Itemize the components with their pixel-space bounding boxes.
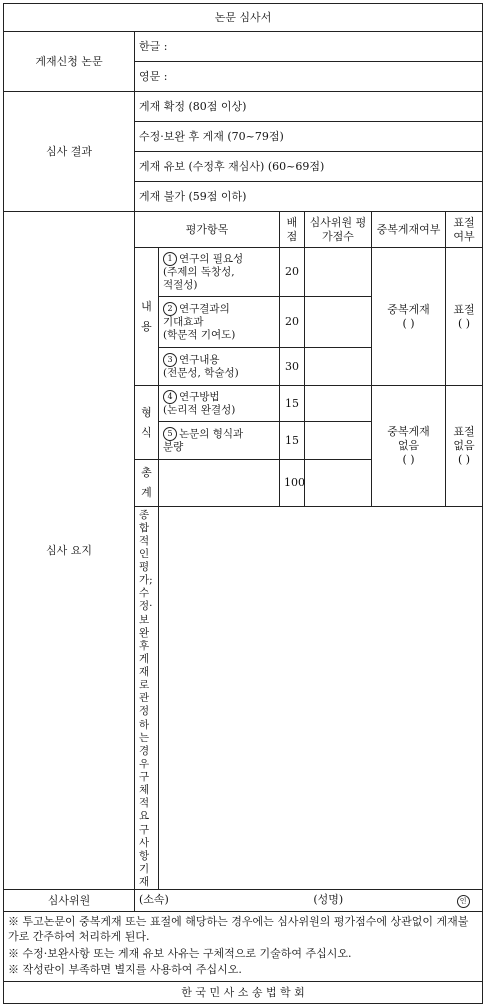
- plagiarism-no-cell[interactable]: [446, 386, 483, 507]
- plagiarism-yes-label: 표절: [453, 302, 475, 316]
- duplicate-no-cell[interactable]: [372, 386, 446, 507]
- points-4: 15: [280, 386, 305, 422]
- header-points: 배점: [280, 212, 305, 248]
- points-5: 15: [280, 422, 305, 460]
- circled-number-3: 3: [163, 353, 177, 367]
- seal-mark: 인: [457, 895, 470, 908]
- paper-label: 게재신청 논문: [4, 32, 135, 92]
- review-table: [3, 3, 483, 1004]
- score-input-2[interactable]: [305, 297, 372, 348]
- plagiarism-yes-paren: ( ): [457, 316, 471, 330]
- score-input-5[interactable]: [305, 422, 372, 460]
- result-option-revise[interactable]: 수정·보완 후 게재 (70~79점): [135, 122, 483, 152]
- review-form: [3, 3, 482, 999]
- note-3: ※ 작성란이 부족하면 별지를 사용하여 주십시오.: [8, 963, 242, 977]
- plagiarism-yes-cell[interactable]: [446, 248, 483, 386]
- plagiarism-no-paren: ( ): [457, 452, 471, 466]
- group-form: 형 식: [135, 386, 159, 460]
- duplicate-yes-label: 중복게재: [387, 302, 430, 316]
- plagiarism-no-label-1: 표절: [453, 425, 475, 439]
- plagiarism-no-label-2: 없음: [453, 438, 475, 452]
- circled-number-5: 5: [163, 427, 177, 441]
- points-3: 30: [280, 348, 305, 386]
- score-input-3[interactable]: [305, 348, 372, 386]
- duplicate-yes-cell[interactable]: [372, 248, 446, 386]
- total-score-input[interactable]: [305, 460, 372, 507]
- eval-item-5: 5 논문의 형식과 분량: [159, 422, 280, 460]
- total-points: 100: [280, 460, 305, 507]
- header-plagiarism: 표절여부: [446, 212, 483, 248]
- duplicate-no-label-1: 중복게재: [387, 425, 430, 439]
- total-blank: [159, 460, 280, 507]
- points-1: 20: [280, 248, 305, 297]
- eval-item-3: 3 연구내용 (전문성, 학술성): [159, 348, 280, 386]
- eval-item-2: 2 연구결과의 기대효과 (학문적 기여도): [159, 297, 280, 348]
- circled-number-2: 2: [163, 302, 177, 316]
- total-label: 총 계: [135, 460, 159, 507]
- paper-english-field[interactable]: 영문 :: [135, 62, 483, 92]
- footer-org: 한 국 민 사 소 송 법 학 회: [4, 982, 483, 1004]
- eval-item-1: 1 연구의 필요성 (주제의 독창성, 적절성): [159, 248, 280, 297]
- notes-section: [4, 912, 483, 982]
- result-option-accept[interactable]: 게재 확정 (80점 이상): [135, 92, 483, 122]
- result-option-reject[interactable]: 게재 불가 (59점 이하): [135, 182, 483, 212]
- points-2: 20: [280, 297, 305, 348]
- group-content: 내 용: [135, 248, 159, 386]
- eval-item-4: 4 연구방법 (논리적 완결성): [159, 386, 280, 422]
- score-input-4[interactable]: [305, 386, 372, 422]
- reviewer-field[interactable]: [135, 890, 483, 912]
- note-2: ※ 수정·보완사항 또는 게재 유보 사유는 구체적으로 기술하여 주십시오.: [8, 946, 352, 960]
- reviewer-affiliation: (소속): [139, 893, 169, 907]
- duplicate-yes-paren: ( ): [402, 316, 415, 330]
- result-label: 심사 결과: [4, 92, 135, 212]
- reviewer-label: 심사위원: [4, 890, 135, 912]
- duplicate-no-paren: ( ): [402, 452, 415, 466]
- header-duplicate: 중복게재여부: [372, 212, 446, 248]
- score-input-1[interactable]: [305, 248, 372, 297]
- reviewer-name: (성명): [313, 893, 344, 907]
- overall-label: 종합적인 평가; 수정·보완 후 게재로 관정하는 경우 구체적 요구사항 기재: [135, 506, 159, 890]
- paper-korean-field[interactable]: 한글 :: [135, 32, 483, 62]
- note-1: ※ 투고논문이 중복게재 또는 표절에 해당하는 경우에는 심사위원의 평가점수에 상관없이 게재불가로 간주하여 처리하게 된다.: [8, 914, 469, 943]
- header-reviewer-score: 심사위원 평가점수: [305, 212, 372, 248]
- form-title: 논문 심사서: [4, 4, 483, 32]
- circled-number-1: 1: [163, 252, 177, 266]
- result-option-hold[interactable]: 게재 유보 (수정후 재심사) (60~69점): [135, 152, 483, 182]
- header-item: 평가항목: [135, 212, 280, 248]
- duplicate-no-label-2: 없음: [397, 438, 420, 452]
- circled-number-4: 4: [163, 390, 177, 404]
- summary-label: 심사 요지: [4, 212, 135, 890]
